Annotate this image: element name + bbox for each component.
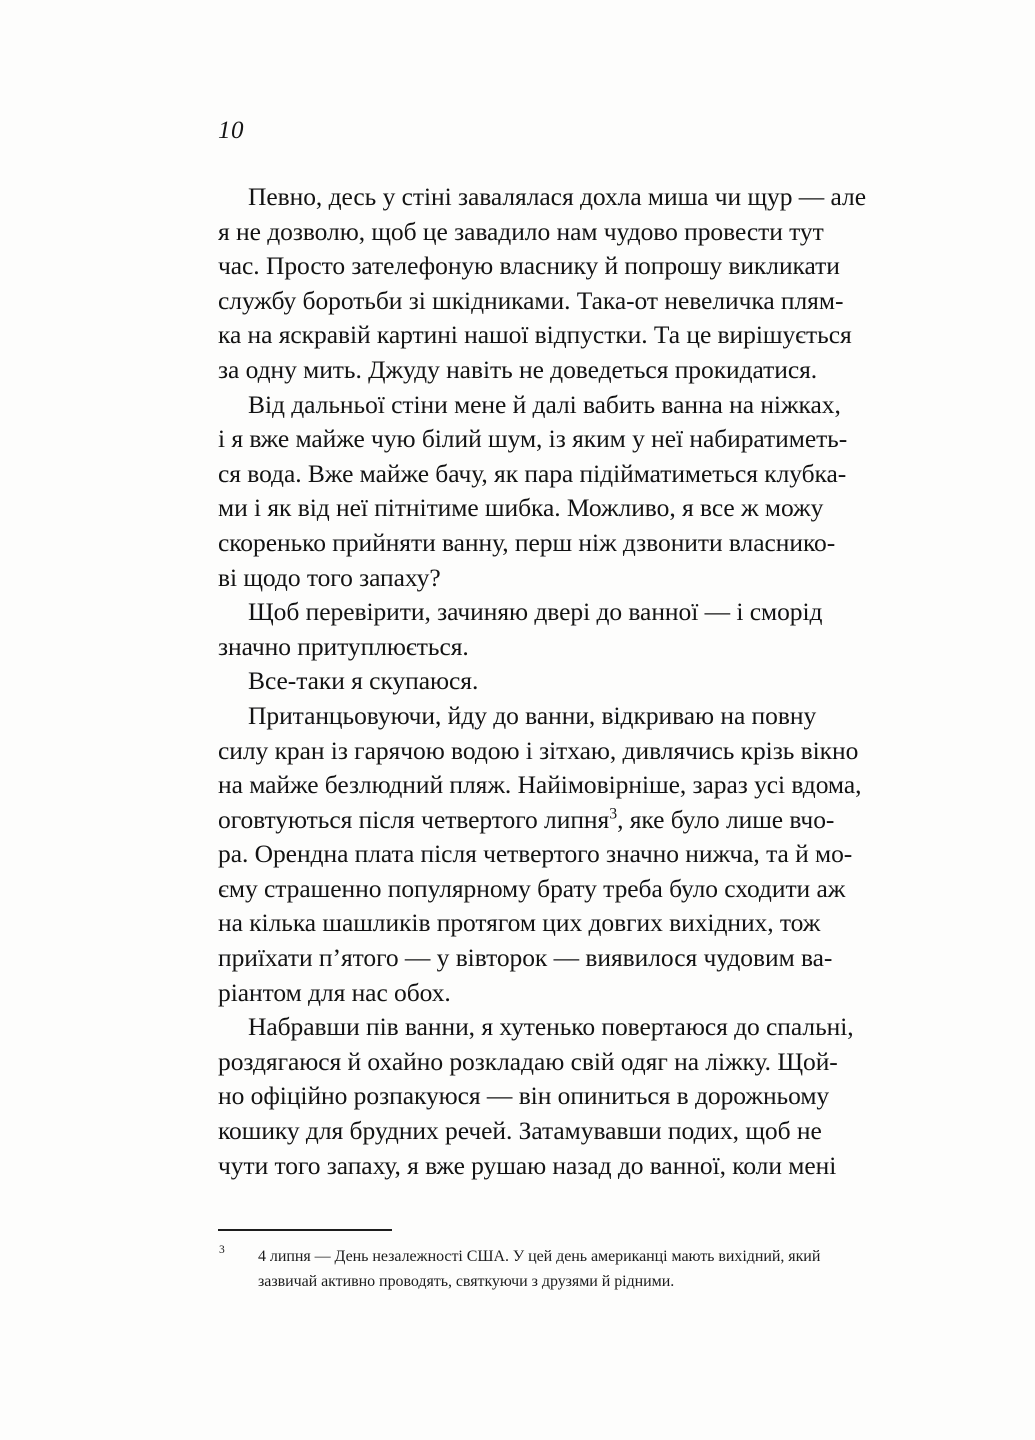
- text-line: Пританцьовуючи, йду до ванни, відкриваю на повну: [248, 700, 817, 730]
- text-line: ка на яскравій картині нашої відпустки. Та це вирішується: [218, 320, 852, 350]
- paragraph: [218, 699, 868, 1010]
- text-line: силу кран із гарячою водою і зітхаю, дивлячись крізь вікно: [218, 735, 859, 765]
- footnote-separator-rule: [218, 1229, 392, 1231]
- text-line: скоренько прийняти ванну, перш ніж дзвонити власнико-: [218, 527, 836, 557]
- text-line: ми і як від неї пітнітиме шибка. Можливо, я все ж можу: [218, 493, 824, 523]
- text-line: значно притуплюється.: [218, 631, 469, 661]
- text-line: на кілька шашликів протягом цих довгих вихідних, тож: [218, 908, 821, 938]
- text-line: ріантом для нас обох.: [218, 977, 451, 1007]
- text-line: Певно, десь у стіні завалялася дохла миша чи щур — але: [248, 182, 866, 211]
- text-line: Набравши пів ванни, я хутенько повертаюся до спальні,: [248, 1012, 854, 1042]
- text-line: Від дальньої стіни мене й далі вабить ванна на ніжках,: [248, 389, 841, 419]
- footnote-block: [218, 1229, 878, 1294]
- text-line: кошику для брудних речей. Затамувавши подих, щоб не: [218, 1116, 822, 1146]
- footnote-reference[interactable]: 3: [609, 805, 618, 823]
- text-line: єму страшенно популярному брату треба було сходити аж: [218, 873, 846, 903]
- text-line: роздягаюся й охайно розкладаю свій одяг на ліжку. Щой-: [218, 1046, 838, 1076]
- paragraph: [218, 595, 868, 664]
- text-line: службу боротьби зі шкідниками. Така-от невеличка плям-: [218, 285, 844, 315]
- paragraph: [218, 180, 868, 388]
- body-text-block: [218, 180, 868, 1183]
- text-line: приїхати п’ятого — у вівторок — виявилося чудовим ва-: [218, 943, 833, 973]
- text-line: но офіційно розпакуюся — він опиниться в дорожньому: [218, 1081, 830, 1111]
- footnote-text: [258, 1244, 878, 1294]
- page-number: 10: [218, 117, 244, 144]
- paragraph: [218, 664, 868, 699]
- text-line: ся вода. Вже майже бачу, як пара підійматиметься клубка-: [218, 458, 847, 488]
- footnote-body: [218, 1244, 878, 1294]
- text-line: і я вже майже чую білий шум, із яким у неї набиратимeть-: [218, 424, 848, 454]
- footnote-marker: 3: [219, 1244, 225, 1256]
- text-line: Все-таки я скупаюся.: [248, 666, 479, 696]
- text-line: я не дозволю, щоб це завадило нам чудово провести тут: [218, 216, 824, 246]
- text-line: на майже безлюдний пляж. Найімовірніше, зараз усі вдома,: [218, 770, 862, 800]
- text-line: Щоб перевірити, зачиняю двері до ванної — і сморід: [248, 597, 823, 627]
- paragraph: [218, 388, 868, 596]
- text-line: ра. Орендна плата після четвертого значно нижча, та й мо-: [218, 839, 853, 869]
- text-line: чути того запаху, я вже рушаю назад до ванної, коли мені: [218, 1150, 837, 1180]
- text-line: за одну мить. Джуду навіть не доведеться прокидатися.: [218, 354, 818, 384]
- text-line: час. Просто зателефоную власнику й попрошу викликати: [218, 251, 840, 281]
- text-line: ві щодо того запаху?: [218, 562, 441, 592]
- footnote-line: 4 липня — День незалежності США. У цей день американці мають вихідний, який: [258, 1248, 821, 1265]
- footnote-line: зазвичай активно проводять, святкуючи з друзями й рідними.: [258, 1273, 675, 1290]
- paragraph: [218, 1010, 868, 1183]
- text-line: оговтуються після четвертого липня$^3$, яке було лише вчо-: [218, 804, 835, 834]
